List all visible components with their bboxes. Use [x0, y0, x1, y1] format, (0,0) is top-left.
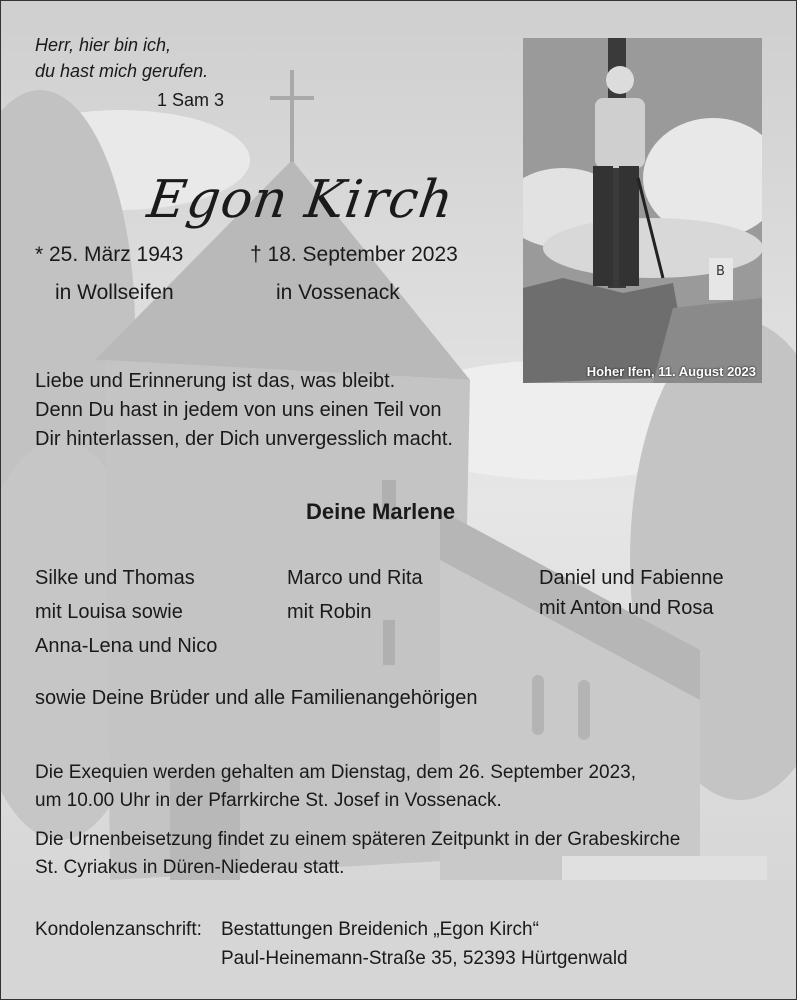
death-date: † 18. September 2023: [250, 243, 458, 266]
verse-line-2: du hast mich gerufen.: [35, 61, 209, 81]
quote-line-3: Dir hinterlassen, der Dich unvergesslich macht.: [35, 428, 453, 450]
spouse-name: Deine Marlene: [306, 499, 456, 524]
mourner-col2-line2: mit Robin: [287, 601, 372, 623]
mourner-col1-line3: Anna-Lena und Nico: [35, 635, 218, 657]
burial-line-2: St. Cyriakus in Düren-Niederau statt.: [35, 857, 345, 878]
marker-letter-icon: [713, 261, 729, 279]
death-place: in Vossenack: [276, 281, 400, 304]
deceased-name: Egon Kirch: [143, 170, 458, 230]
mourner-col2-line1: Marco und Rita: [287, 567, 423, 589]
portrait-photo: [523, 38, 762, 383]
other-mourners: sowie Deine Brüder und alle Familienangehörigen: [35, 687, 478, 709]
quote-line-1: Liebe und Erinnerung ist das, was bleibt.: [35, 370, 396, 392]
quote-line-2: Denn Du hast in jedem von uns einen Teil von: [35, 399, 442, 421]
mourner-col3-line2: mit Anton und Rosa: [539, 597, 714, 619]
burial-line-1: Die Urnenbeisetzung findet zu einem späteren Zeitpunkt in der Grabeskirche: [35, 829, 681, 850]
condolence-line-1: Bestattungen Breidenich „Egon Kirch“: [221, 919, 539, 940]
mourner-col3-line1: Daniel und Fabienne: [539, 567, 724, 589]
condolence-line-2: Paul-Heinemann-Straße 35, 52393 Hürtgenwald: [221, 948, 628, 969]
mourner-col1-line1: Silke und Thomas: [35, 567, 195, 589]
service-line-1: Die Exequien werden gehalten am Dienstag, dem 26. September 2023,: [35, 762, 636, 783]
birth-date: * 25. März 1943: [35, 243, 184, 266]
photo-caption: Hoher Ifen, 11. August 2023: [586, 364, 756, 379]
verse-line-1: Herr, hier bin ich,: [35, 35, 172, 55]
birth-place: in Wollseifen: [55, 281, 174, 304]
mourner-col1-line2: mit Louisa sowie: [35, 601, 183, 623]
summit-photo-image: [523, 38, 762, 383]
verse-reference: 1 Sam 3: [157, 90, 225, 110]
service-line-2: um 10.00 Uhr in der Pfarrkirche St. Josef in Vossenack.: [35, 790, 502, 811]
condolence-label: Kondolenzanschrift:: [35, 919, 202, 940]
marker-letter: B: [716, 264, 725, 279]
